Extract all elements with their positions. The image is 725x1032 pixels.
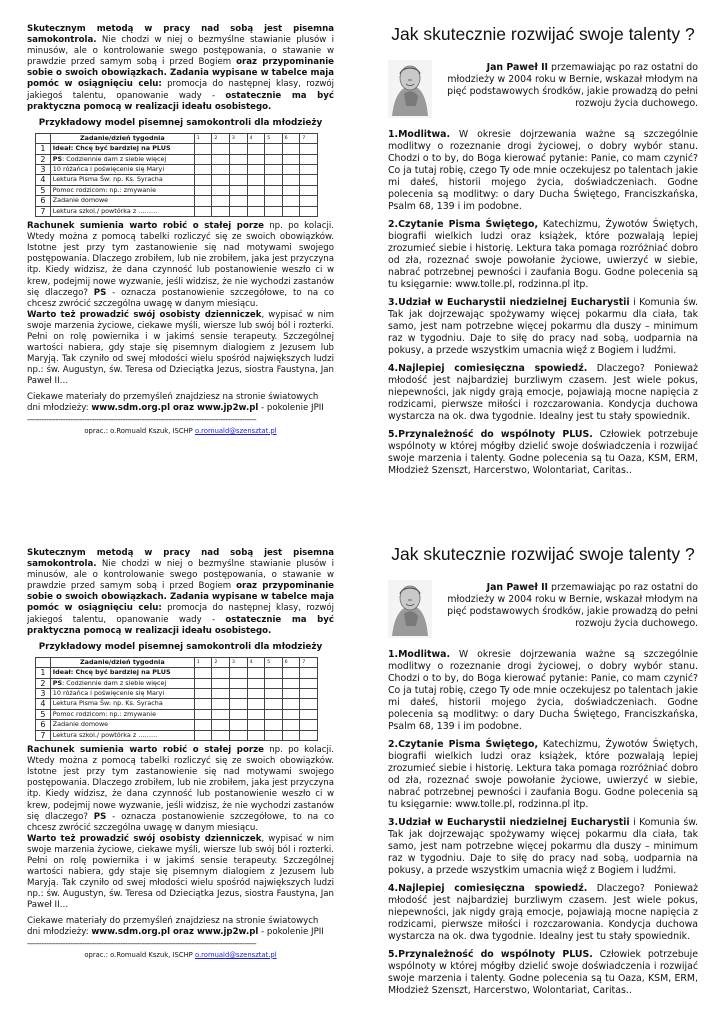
right-column bbox=[388, 544, 699, 996]
day-header: 7 bbox=[300, 657, 318, 667]
table-row: 7 Lektura szkol./ powtórka z ……… bbox=[36, 206, 318, 216]
table-row: 3 10 różańca i poświęcenie się Maryi bbox=[36, 165, 318, 175]
day-header: 2 bbox=[212, 657, 230, 667]
portrait-image bbox=[388, 580, 432, 638]
list-item: 3.Udział w Eucharystii niedzielnej Eucharystii i Komunia św. Tak jak dojrzewając spożywamy więcej pokarmu dla ciała, tak samo, jest nam potrzebne więcej pokarmu dla duszy – minimum raz w tygodniu. Daje to siłę do pracy nad sobą, uodparnia na pokusy, a przede wszystkim umacnia więź z Bogiem i ludźmi. bbox=[388, 817, 699, 876]
day-header: 7 bbox=[300, 133, 318, 143]
day-header: 3 bbox=[230, 657, 248, 667]
lead-paragraph: Skutecznym metodą w pracy nad sobą jest pisemna samokontrola. Nie chodzi w niej o bezmyślne stawianie plusów i minusów, ale o kontrolowanie swego postępowania, o stawanie w prawdzie przed samym sobą i przed Bogiem oraz przypominanie sobie o swoich obowiązkach. Zadania wypisane w tabelce maja pomóc w osiągnięciu celu: promocja do następnej klasy, rozwój jakiegoś talentu, opanowanie wady - ostatecznie ma być praktyczna pomocą w realizacji ideału osobistego. bbox=[27, 548, 335, 636]
list-item: 5.Przynależność do wspólnoty PLUS. Człowiek potrzebuje wspólnoty w której mógłby dzielić swoje doświadczenia i rozwijać swoje marzenia i talenty. Godne polecenia są tu Oaza, KSM, ERM, Młodzież Szenszt, Harcerstwo, Wolontariat, Caritas.. bbox=[388, 949, 698, 996]
day-header: 6 bbox=[282, 133, 300, 143]
diary-paragraph: Warto też prowadzić swój osobisty dzienniczek, wypisać w nim swoje marzenia życiowe, ciekawe myśli, wiersze lub swój ból i rozterki. Pełni on rolę powiernika i w jakimś sensie terapeuty. Szczególnej wartości nabiera, gdy staje się pisemnym dialogiem z Jezusem lub Maryją. Tak czyniło od swej młodości wielu spośród największych ludzi np.: św. Augustyn, św. Teresa od Dzieciątka Jezus, siostra Faustyna, Jan Paweł II… bbox=[27, 833, 335, 911]
day-header: 6 bbox=[282, 657, 300, 667]
table-row: 1 Ideał: Chcę być bardziej na PLUS bbox=[36, 144, 318, 154]
table-header-row bbox=[36, 133, 318, 143]
day-header: 5 bbox=[265, 133, 283, 143]
email-link[interactable]: o.romuald@szensztat.pl bbox=[194, 950, 277, 959]
intro-paragraph: Jan Paweł II przemawiając po raz ostatni do młodzieży w 2004 roku w Bernie, wskazał młodym na pięć podstawowych środków, jakie prowadzą do pełni rozwoju życia duchowego. bbox=[447, 582, 698, 629]
day-header: 3 bbox=[230, 133, 248, 143]
list-item: 4.Najlepiej comiesięczna spowiedź. Dlaczego? Ponieważ młodość jest najbardziej burzliwym czasem. Jest wiele pokus, niepewności, jak nigdy grają emocje, pojawiają mocne napięcia z rodzicami, pierwsze miłości i rozczarowania. Kondycja duchowa wystarcza na ok. dwa tygodnie. Idealny jest tu stały spowiednik. bbox=[388, 883, 698, 942]
self-control-table bbox=[35, 133, 318, 217]
list-item: 2.Czytanie Pisma Świętego, Katechizmu, Żywotów Świętych, biografii wielkich ludzi oraz książek, które pozwalają lepiej zrozumieć siebie i historię. Lektura taka pomaga rozróżniać dobro od zła, rozeznać swoje powołanie życiowe, uwierzyć w siebie, nabrać potrzebnej pewności i zaufania Bogu. Godne polecenia są tu księgarnie: www.tolle.pl, rodzinna.pl itp. bbox=[388, 739, 698, 810]
day-header: 1 bbox=[194, 657, 212, 667]
table-row: 6 Zadanie domowe bbox=[36, 196, 318, 206]
table-header-task: Zadanie/dzień tygodnia bbox=[50, 133, 194, 143]
table-row: 4 Lektura Pisma Św: np. Ks. Syracha bbox=[36, 699, 318, 709]
separator-dashes: ------------------------------------------------------------------------------------------------ bbox=[27, 414, 257, 424]
conscience-paragraph: Rachunek sumienia warto robić o stałej porze np. po kolacji. Wtedy można z pomocą tabelki rozliczyć się ze swoich obowiązków. Istotne jest przy tym zastanowienie się nad motywami swojego postępowania. Dlaczego zrobiłem, lub nie zrobiłem, jaka jest przyczyna itp. Kiedy widzisz, że dana czynność lub postanowienie weszło ci w krew, podejmij nowe wyzwanie, jeśli widzisz, że nie wychodzi zastanów się dlaczego? PS - oznacza postanowienie szczegółowe, to na co chcesz zwrócić szczególna uwagę w danym miesiącu. bbox=[27, 745, 334, 833]
leaflet-copy-bottom bbox=[0, 520, 725, 1032]
left-column bbox=[27, 548, 334, 961]
websites-link[interactable]: www.sdm.org.pl oraz www.jp2w.pl bbox=[91, 402, 259, 413]
intro-paragraph: Jan Paweł II przemawiając po raz ostatni do młodzieży w 2004 roku w Bernie, wskazał młodym na pięć podstawowych środków, jakie prowadzą do pełni rozwoju życia duchowego. bbox=[447, 62, 698, 109]
materials-paragraph: Ciekawe materiały do przemyśleń znajdziesz na stronie światowych dni młodzieży: www.sdm.org.pl oraz www.jp2w.pl - pokolenie JPII bbox=[27, 915, 324, 937]
table-row: 5 Pomoc rodzicom: np.: zmywanie bbox=[36, 185, 318, 195]
self-control-table bbox=[35, 657, 318, 741]
footer: oprac.: o.Romuald Kszuk, ISCHP o.romuald@szensztat.pl bbox=[84, 950, 277, 959]
portrait-image bbox=[388, 60, 432, 118]
day-header: 1 bbox=[194, 133, 212, 143]
list-item: 3.Udział w Eucharystii niedzielnej Eucharystii i Komunia św. Tak jak dojrzewając spożywamy więcej pokarmu dla ciała, tak samo, jest nam potrzebne więcej pokarmu dla duszy – minimum raz w tygodniu. Daje to siłę do pracy nad sobą, uodparnia na pokusy, a przede wszystkim umacnia więź z Bogiem i ludźmi. bbox=[388, 297, 699, 356]
diary-paragraph: Warto też prowadzić swój osobisty dzienniczek, wypisać w nim swoje marzenia życiowe, ciekawe myśli, wiersze lub swój ból i rozterki. Pełni on rolę powiernika i w jakimś sensie terapeuty. Szczególnej wartości nabiera, gdy staje się pisemnym dialogiem z Jezusem lub Maryją. Tak czyniło od swej młodości wielu spośród największych ludzi np.: św. Augustyn, św. Teresa od Dzieciątka Jezus, siostra Faustyna, Jan Paweł II… bbox=[27, 309, 335, 387]
list-item: 5.Przynależność do wspólnoty PLUS. Człowiek potrzebuje wspólnoty w której mógłby dzielić swoje doświadczenia i rozwijać swoje marzenia i talenty. Godne polecenia są tu Oaza, KSM, ERM, Młodzież Szenszt, Harcerstwo, Wolontariat, Caritas.. bbox=[388, 429, 698, 476]
list-item: 1.Modlitwa. W okresie dojrzewania ważne są szczególnie modlitwy o rozeznanie drogi życiowej, o dobry wybór stanu. Chodzi o to by, do Boga kierować pytanie: Panie, co mam czynić? Co ja tutaj robię, czego Ty ode mnie oczekujesz po talentach jakie mi dałeś, historii mojego życia, doświadczeniach. Godne polecenia są modlitwy: o dary Ducha Świętego, Franciszkańska, Psalm 68, 139 i im podobne. bbox=[388, 649, 698, 732]
table-row: 6 Zadanie domowe bbox=[36, 720, 318, 730]
table-title: Przykładowy model pisemnej samokontroli dla młodzieży bbox=[38, 641, 323, 652]
footer: oprac.: o.Romuald Kszuk, ISCHP o.romuald@szensztat.pl bbox=[84, 426, 277, 435]
table-row: 2 PS: Codziennie dam z siebie więcej bbox=[36, 154, 318, 164]
left-column bbox=[27, 24, 334, 437]
day-header: 4 bbox=[247, 133, 265, 143]
table-title: Przykładowy model pisemnej samokontroli dla młodzieży bbox=[38, 117, 323, 128]
table-row: 2 PS: Codziennie dam z siebie więcej bbox=[36, 678, 318, 688]
leaflet-copy-top bbox=[0, 0, 725, 512]
table-row: 5 Pomoc rodzicom: np.: zmywanie bbox=[36, 709, 318, 719]
table-header-task: Zadanie/dzień tygodnia bbox=[50, 657, 194, 667]
points-list bbox=[388, 129, 698, 483]
table-row: 3 10 różańca i poświęcenie się Maryi bbox=[36, 689, 318, 699]
table-header-row bbox=[36, 657, 318, 667]
conscience-paragraph: Rachunek sumienia warto robić o stałej porze np. po kolacji. Wtedy można z pomocą tabelki rozliczyć się ze swoich obowiązków. Istotne jest przy tym zastanowienie się nad motywami swojego postępowania. Dlaczego zrobiłem, lub nie zrobiłem, jaka jest przyczyna itp. Kiedy widzisz, że dana czynność lub postanowienie weszło ci w krew, podejmij nowe wyzwanie, jeśli widzisz, że nie wychodzi zastanów się dlaczego? PS - oznacza postanowienie szczegółowe, to na co chcesz zwrócić szczególna uwagę w danym miesiącu. bbox=[27, 221, 334, 309]
day-header: 5 bbox=[265, 657, 283, 667]
list-item: 1.Modlitwa. W okresie dojrzewania ważne są szczególnie modlitwy o rozeznanie drogi życiowej, o dobry wybór stanu. Chodzi o to by, do Boga kierować pytanie: Panie, co mam czynić? Co ja tutaj robię, czego Ty ode mnie oczekujesz po talentach jakie mi dałeś, historii mojego życia, doświadczeniach. Godne polecenia są modlitwy: o dary Ducha Świętego, Franciszkańska, Psalm 68, 139 i im podobne. bbox=[388, 129, 698, 212]
page-title: Jak skutecznie rozwijać swoje talenty ? bbox=[391, 24, 695, 44]
materials-paragraph: Ciekawe materiały do przemyśleń znajdziesz na stronie światowych dni młodzieży: www.sdm.org.pl oraz www.jp2w.pl - pokolenie JPII bbox=[27, 391, 324, 413]
points-list bbox=[388, 649, 698, 1003]
day-header: 2 bbox=[212, 133, 230, 143]
websites-link[interactable]: www.sdm.org.pl oraz www.jp2w.pl bbox=[91, 926, 259, 937]
email-link[interactable]: o.romuald@szensztat.pl bbox=[194, 426, 277, 435]
separator-dashes: ------------------------------------------------------------------------------------------------ bbox=[27, 938, 257, 948]
table-row: 7 Lektura szkol./ powtórka z ……… bbox=[36, 730, 318, 740]
right-column bbox=[388, 24, 699, 476]
page-title: Jak skutecznie rozwijać swoje talenty ? bbox=[391, 544, 695, 564]
list-item: 4.Najlepiej comiesięczna spowiedź. Dlaczego? Ponieważ młodość jest najbardziej burzliwym czasem. Jest wiele pokus, niepewności, jak nigdy grają emocje, pojawiają mocne napięcia z rodzicami, pierwsze miłości i rozczarowania. Kondycja duchowa wystarcza na ok. dwa tygodnie. Idealny jest tu stały spowiednik. bbox=[388, 363, 698, 422]
lead-paragraph: Skutecznym metodą w pracy nad sobą jest pisemna samokontrola. Nie chodzi w niej o bezmyślne stawianie plusów i minusów, ale o kontrolowanie swego postępowania, o stawanie w prawdzie przed samym sobą i przed Bogiem oraz przypominanie sobie o swoich obowiązkach. Zadania wypisane w tabelce maja pomóc w osiągnięciu celu: promocja do następnej klasy, rozwój jakiegoś talentu, opanowanie wady - ostatecznie ma być praktyczna pomocą w realizacji ideału osobistego. bbox=[27, 24, 335, 112]
list-item: 2.Czytanie Pisma Świętego, Katechizmu, Żywotów Świętych, biografii wielkich ludzi oraz książek, które pozwalają lepiej zrozumieć siebie i historię. Lektura taka pomaga rozróżniać dobro od zła, rozeznać swoje powołanie życiowe, uwierzyć w siebie, nabrać potrzebnej pewności i zaufania Bogu. Godne polecenia są tu księgarnie: www.tolle.pl, rodzinna.pl itp. bbox=[388, 219, 698, 290]
table-row: 4 Lektura Pisma Św: np. Ks. Syracha bbox=[36, 175, 318, 185]
table-row: 1 Ideał: Chcę być bardziej na PLUS bbox=[36, 668, 318, 678]
day-header: 4 bbox=[247, 657, 265, 667]
